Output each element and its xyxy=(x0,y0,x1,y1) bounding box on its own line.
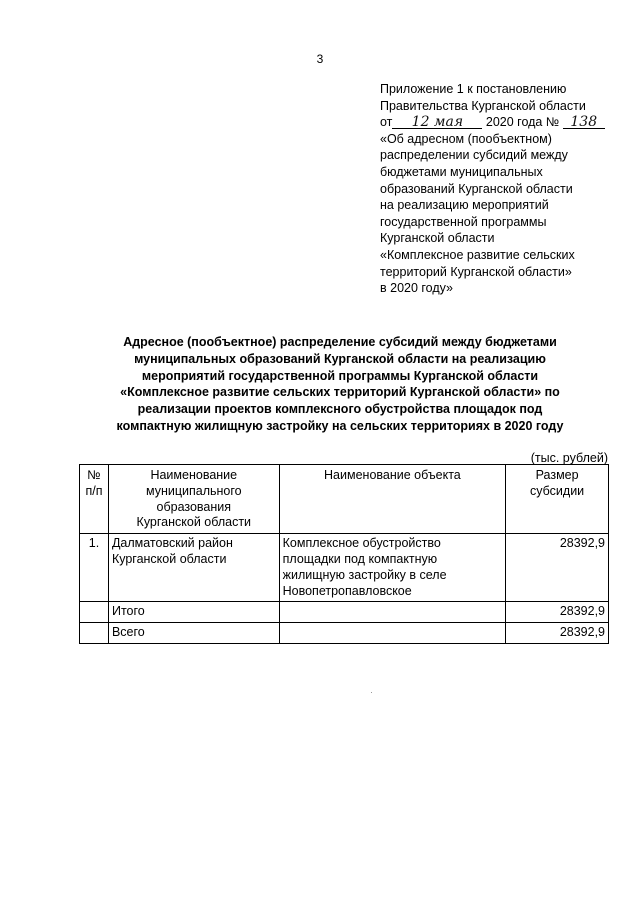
appendix-line: территорий Курганской области» xyxy=(380,264,572,279)
appendix-line: «Об адресном (пообъектном) xyxy=(380,131,552,146)
subtotal-row xyxy=(80,602,609,623)
appendix-line: на реализацию мероприятий xyxy=(380,198,549,213)
appendix-line: «Комплексное развитие сельских xyxy=(380,247,575,262)
appendix-date-line xyxy=(380,114,620,131)
title-line: Адресное (пообъектное) распределение субсидий между бюджетами xyxy=(123,335,557,349)
year-text: 2020 года № xyxy=(485,115,560,130)
appendix-line: Правительства Курганской области xyxy=(380,98,586,113)
title-line: мероприятий государственной программы Курганской области xyxy=(141,368,539,383)
row-num: 1. xyxy=(80,534,109,602)
date-prefix: от xyxy=(380,115,393,130)
table-row xyxy=(80,534,609,602)
appendix-line: распределении субсидий между xyxy=(380,148,568,163)
title-line: компактную жилищную застройку на сельских территориях в 2020 году xyxy=(116,418,564,433)
unit-label: (тыс. рублей) xyxy=(530,451,608,465)
appendix-line: образований Курганской области xyxy=(380,181,573,196)
total-amount: 28392,9 xyxy=(506,623,609,644)
total-label: Всего xyxy=(108,623,279,644)
header-object: Наименование объекта xyxy=(279,465,506,534)
subtotal-amount: 28392,9 xyxy=(506,602,609,623)
subtotal-object xyxy=(279,602,506,623)
appendix-line: государственной программы xyxy=(380,214,547,229)
subsidy-table xyxy=(79,464,609,644)
subtotal-label: Итого xyxy=(108,602,279,623)
subtotal-num xyxy=(80,602,109,623)
appendix-line: Приложение 1 к постановлению xyxy=(380,82,567,96)
appendix-line: Курганской области xyxy=(380,231,495,246)
row-municipality: Далматовский район Курганской области xyxy=(108,534,279,602)
title-line: реализации проектов комплексного обустройства площадок под xyxy=(137,402,543,417)
handwritten-number: 138 xyxy=(563,116,605,129)
appendix-line: бюджетами муниципальных xyxy=(380,164,543,179)
handwritten-date: 12 мая xyxy=(392,116,482,129)
title-line: муниципальных образований Курганской области на реализацию xyxy=(134,351,546,366)
header-num: № п/п xyxy=(80,465,109,534)
scan-speck xyxy=(371,692,372,693)
total-object xyxy=(279,623,506,644)
appendix-line: в 2020 году» xyxy=(380,281,453,296)
row-amount: 28392,9 xyxy=(506,534,609,602)
header-municipality: Наименование муниципального образования Курганской области xyxy=(108,465,279,534)
total-row xyxy=(80,623,609,644)
total-num xyxy=(80,623,109,644)
row-object: Комплексное обустройство площадки под компактную жилищную застройку в селе Новопетропавловское xyxy=(279,534,506,602)
document-title xyxy=(60,334,620,435)
header-amount: Размер субсидии xyxy=(506,465,609,534)
title-line: «Комплексное развитие сельских территорий Курганской области» по xyxy=(120,385,560,400)
table-header-row xyxy=(80,465,609,534)
appendix-header xyxy=(380,81,620,297)
page-number: 3 xyxy=(316,52,324,66)
